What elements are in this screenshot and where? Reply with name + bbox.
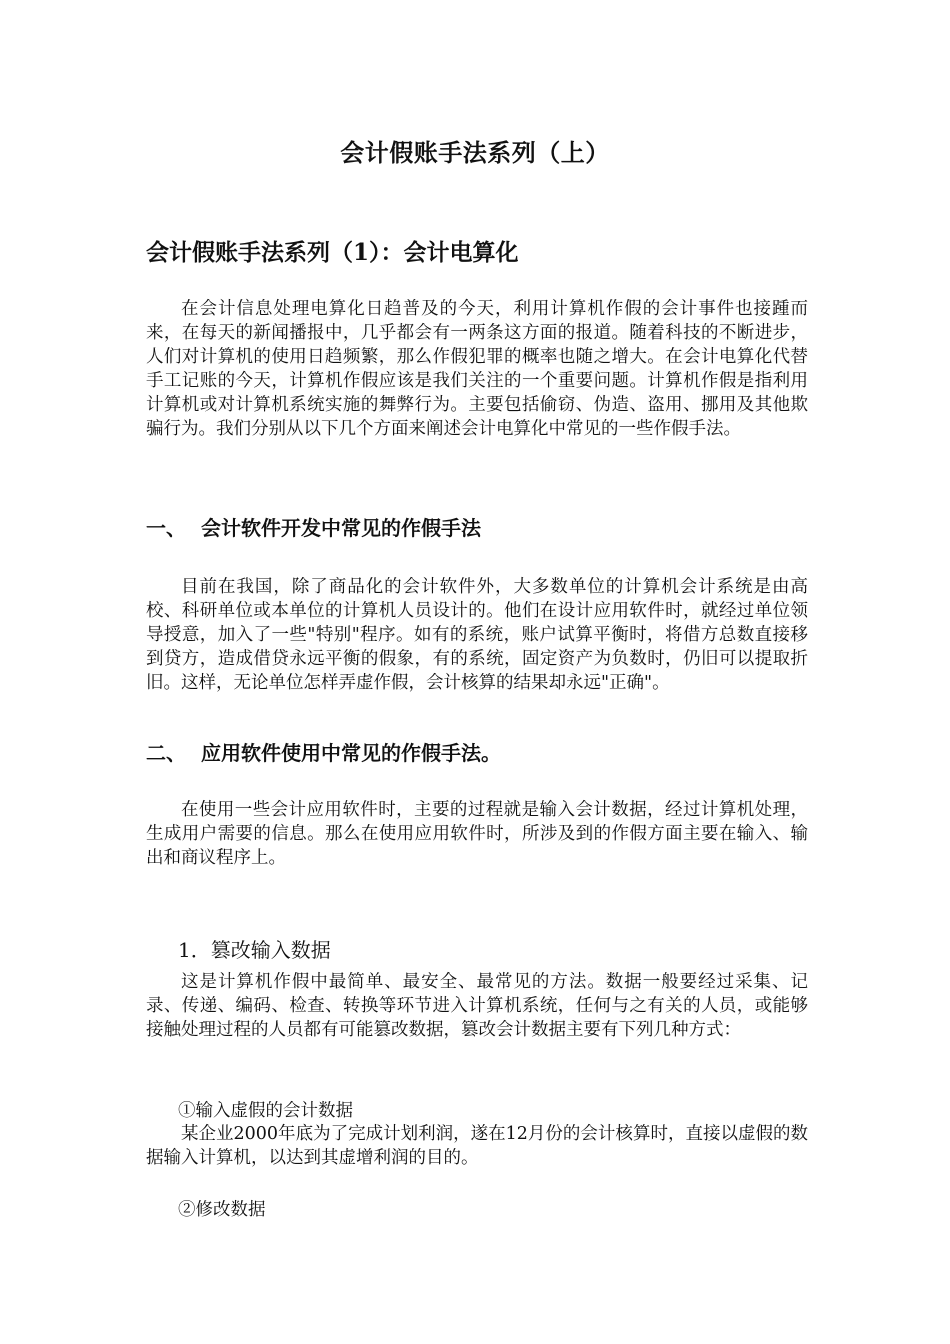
paragraph-false-data-example: 某企业2000年底为了完成计划利润，遂在12月份的会计核算时，直接以虚假的数据输入计算机，以达到其虚增利润的目的。 [146, 1124, 808, 1168]
heading-software-usage [146, 737, 501, 766]
section-title: 会计假账手法系列（1）：会计电算化 [146, 239, 519, 266]
subheading-tamper-input: 1．篡改输入数据 [178, 938, 331, 962]
paragraph-tamper-input: 这是计算机作假中最简单、最安全、最常见的方法。数据一般要经过采集、记录、传递、编码、检查、转换等环节进入计算机系统，任何与之有关的人员，或能够接触处理过程的人员都有可能篡改数据，篡改会计数据主要有下列几种方式： [146, 972, 808, 1040]
intro-paragraph: 在会计信息处理电算化日趋普及的今天，利用计算机作假的会计事件也接踵而来，在每天的新闻播报中，几乎都会有一两条这方面的报道。随着科技的不断进步，人们对计算机的使用日趋频繁，那么作假犯罪的概率也随之增大。在会计电算化代替手工记账的今天，计算机作假应该是我们关注的一个重要问题。计算机作假是指利用计算机或对计算机系统实施的舞弊行为。主要包括偷窃、伪造、盗用、挪用及其他欺骗行为。我们分别从以下几个方面来阐述会计电算化中常见的一些作假手法。 [146, 299, 808, 439]
list-item-false-data: ①输入虚假的会计数据 [178, 1101, 353, 1121]
list-item-modify-data: ②修改数据 [178, 1200, 266, 1220]
heading-text: 会计软件开发中常见的作假手法 [201, 516, 481, 540]
heading-number: 二、 [146, 741, 186, 765]
heading-number: 一、 [146, 516, 186, 540]
document-title: 会计假账手法系列（上） [340, 138, 610, 167]
paragraph-software-development: 目前在我国，除了商品化的会计软件外，大多数单位的计算机会计系统是由高校、科研单位或本单位的计算机人员设计的。他们在设计应用软件时，就经过单位领导授意，加入了一些"特别"程序。如有的系统，账户试算平衡时，将借方总数直接移到贷方，造成借贷永远平衡的假象，有的系统，固定资产为负数时，仍旧可以提取折旧。这样，无论单位怎样弄虚作假，会计核算的结果却永远"正确"。 [146, 577, 808, 693]
heading-software-development [146, 512, 481, 541]
heading-text: 应用软件使用中常见的作假手法。 [201, 741, 501, 765]
paragraph-software-usage: 在使用一些会计应用软件时，主要的过程就是输入会计数据，经过计算机处理，生成用户需要的信息。那么在使用应用软件时，所涉及到的作假方面主要在输入、输出和商议程序上。 [146, 800, 808, 868]
